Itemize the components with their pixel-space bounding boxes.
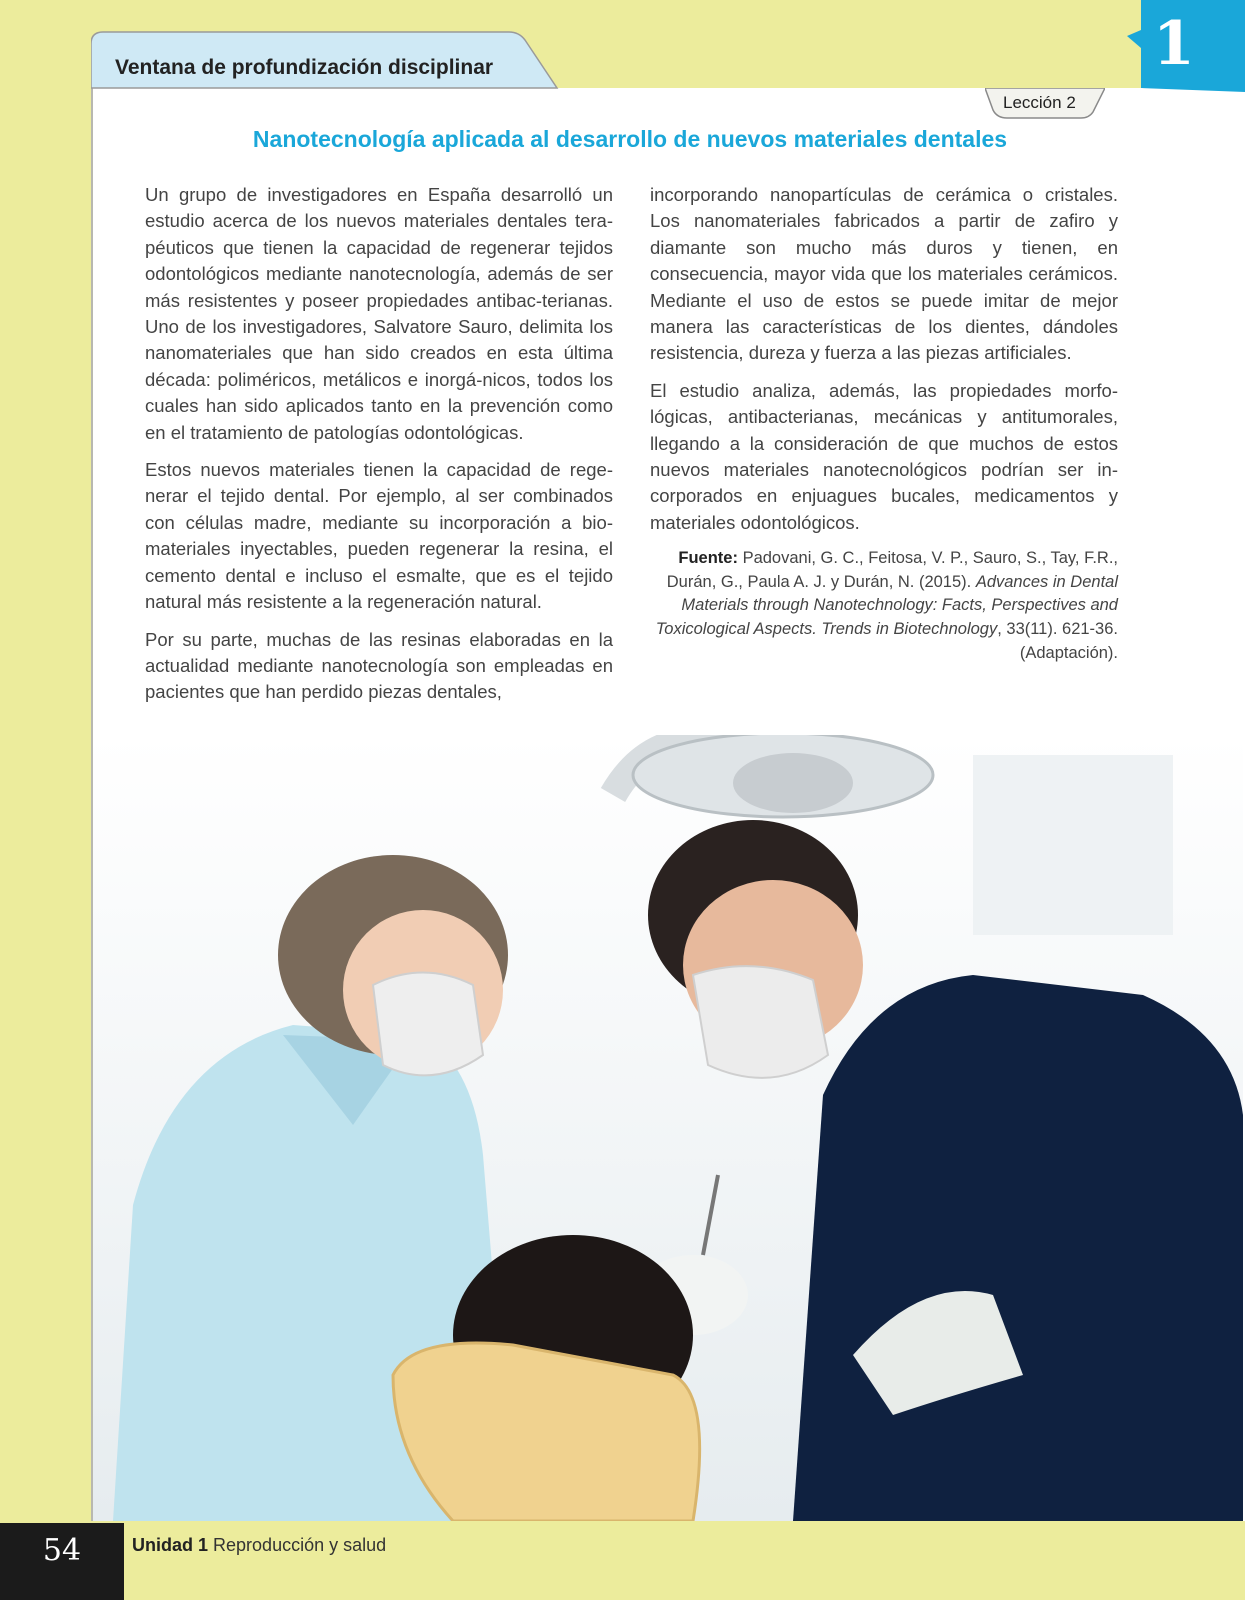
paragraph: Por su parte, muchas de las resinas elaboradas en la actualidad mediante nanotecnología son empleadas en pacientes que han perdido piezas dentales, — [145, 628, 613, 703]
paragraph: Un grupo de investigadores en España desarrolló un estudio acerca de los nuevos materiales dentales tera-péuticos que tienen la capacidad de regenerar tejidos odontológicos mediante nanotecnología, además de ser más resistentes y poseer propiedades antibac-terianas. Uno de los investigadores, Salvatore Sauro, delimita los nanomateriales que han sido creados en esta última década: poliméricos, metálicos e inorgá-nicos, todos los cuales han sido aplicados tanto en la prevención como en el tratamiento de patologías odontológicas. — [145, 184, 613, 443]
article-title: Nanotecnología aplicada al desarrollo de nuevos materiales dentales — [252, 126, 1008, 152]
paragraph: Estos nuevos materiales tienen la capacidad de rege-nerar el tejido dental. Por ejemplo, al ser combinados con células madre, mediante su incorporación a bio-materiales inyectables, pueden regenerar la resina, el cemento dental e incluso el esmalte, que es el tejido natural más resistente a la regeneración natural. — [145, 459, 613, 613]
left-column — [145, 182, 613, 717]
lesson-tab — [985, 88, 1105, 120]
right-column — [650, 182, 1118, 665]
unit-flag — [1127, 0, 1245, 92]
dental-clinic-photo — [93, 735, 1243, 1521]
lesson-label: Lección 2 — [1003, 93, 1076, 112]
source-citation — [650, 547, 1118, 665]
unit-number: 1 — [1153, 9, 1195, 79]
page-number: 54 — [42, 1533, 82, 1568]
paragraph: incorporando nanopartículas de cerámica o cristales. Los nanomateriales fabricados a partir de zafiro y diamante son mucho más duros y tienen, en consecuencia, mayor vida que los materiales cerámicos. Mediante el uso de estos se puede imitar de mejor manera las características de los dientes, dándoles resistencia, dureza y fuerza a las piezas artificiales. — [650, 184, 1118, 364]
photo-illustration — [93, 735, 1243, 1521]
source-work-title: Advances in Dental Materials through Nanotechnology: Facts, Perspectives and Toxicological Aspects. Trends in Biotechnology — [655, 572, 1118, 639]
unit-title: Reproducción y salud — [213, 1535, 387, 1555]
unit-label: Unidad 1 — [132, 1535, 209, 1555]
source-details: , 33(11). 621-36. (Adaptación). — [997, 620, 1118, 662]
section-label: Ventana de profundización disciplinar — [115, 56, 494, 79]
source-authors: Padovani, G. C., Feitosa, V. P., Sauro, S., Tay, F.R., Durán, G., Paula A. J. y Durán, N. (2015). — [666, 549, 1118, 591]
footer-unit — [132, 1535, 386, 1556]
page-number-box — [0, 1523, 124, 1600]
section-tab — [91, 30, 561, 90]
paragraph: El estudio analiza, además, las propiedades morfo-lógicas, antibacterianas, mecánicas y antitumorales, llegando a la consideración de que muchos de estos nuevos materiales nanotecnológicos podrían ser in-corporados en enjuagues bucales, medicamentos y materiales odontológicos. — [650, 379, 1118, 533]
source-label: Fuente: — [678, 549, 738, 568]
